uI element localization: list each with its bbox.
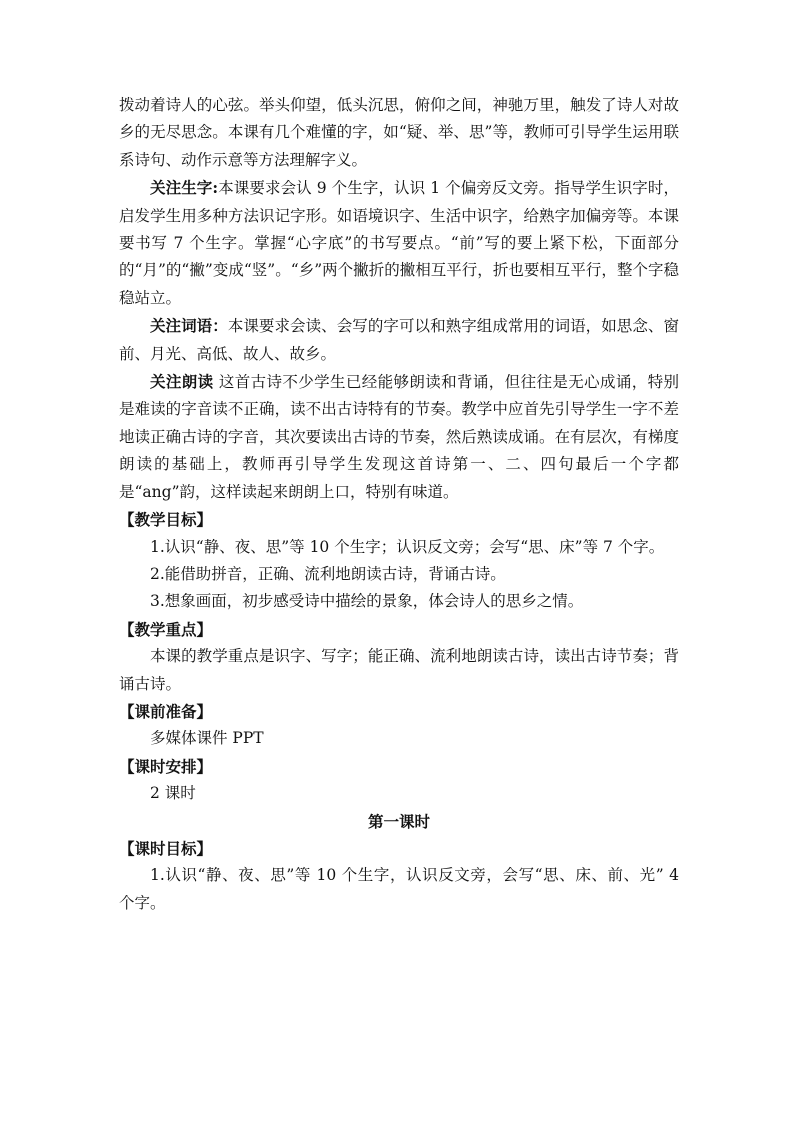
teaching-goals-heading: 【教学目标】 xyxy=(119,510,213,530)
vocabulary-text: 本课要求会读、会写的字可以和熟字组成常用的词语，如思念、窗前、月光、高低、故人、故乡。 xyxy=(119,317,679,363)
reading-text: 这首古诗不少学生已经能够朗读和背诵，但往往是无心成诵，特别是难读的字音读不正确，读不出古诗特有的节奏。教学中应首先引导学生一字不差地读正确古诗的字音，其次要读出古诗的节奏，然后熟读成诵。在有层次，有梯度朗读的基础上，教师再引导学生发现这首诗第一、二、四句最后一个字都是“ang”韵，这样读起来朗朗上口，特别有味道。 xyxy=(119,373,679,501)
preparation-text: 多媒体课件 PPT xyxy=(150,729,264,748)
new-characters-paragraph xyxy=(119,174,679,312)
teaching-focus-heading: 【教学重点】 xyxy=(119,619,213,639)
teaching-focus-text: 本课的教学重点是识字、写字；能正确、流利地朗读古诗，读出古诗节奏；背诵古诗。 xyxy=(119,647,679,693)
document-page xyxy=(119,92,679,917)
vocabulary-paragraph xyxy=(119,312,679,368)
new-characters-text: 本课要求会认 9 个生字，认识 1 个偏旁反文旁。指导学生识字时，启发学生用多种方法识记字形。如语境识字、生活中识字，给熟字加偏旁等。本课要书写 7 个生字。掌握“心字底”的书写要点。“前”写的要上紧下松，下面部分的“月”的“撇”变成“竖”。“乡”两个撇折的撇相互平行，折也要相互平行，整个字稳稳站立。 xyxy=(119,179,679,307)
reading-paragraph xyxy=(119,368,679,506)
section-title: 第一课时 xyxy=(367,811,430,831)
goal-item-3: 3.想象画面，初步感受诗中描绘的景象，体会诗人的思乡之情。 xyxy=(150,592,584,611)
schedule-text: 2 课时 xyxy=(150,784,196,803)
schedule-heading: 【课时安排】 xyxy=(119,756,213,776)
new-characters-label: 关注生字: xyxy=(150,178,219,198)
preparation-heading: 【课前准备】 xyxy=(119,701,213,721)
goal-item-1: 1.认识“静、夜、思”等 10 个生字；认识反文旁；会写“思、床”等 7 个字。 xyxy=(150,537,665,556)
intro-paragraph: 拨动着诗人的心弦。举头仰望，低头沉思，俯仰之间，神驰万里，触发了诗人对故乡的无尽思念。本课有几个难懂的字，如“疑、举、思”等，教师可引导学生运用联系诗句、动作示意等方法理解字义。 xyxy=(119,96,679,169)
goal-item-2: 2.能借助拼音，正确、流利地朗读古诗，背诵古诗。 xyxy=(150,564,506,583)
reading-label: 关注朗读 xyxy=(150,372,214,392)
lesson-goal-item-1: 1.认识“静、夜、思”等 10 个生字，认识反文旁，会写“思、床、前、光” 4 个字。 xyxy=(119,866,679,912)
vocabulary-label: 关注词语： xyxy=(150,316,228,336)
lesson-goals-heading: 【课时目标】 xyxy=(119,838,213,858)
